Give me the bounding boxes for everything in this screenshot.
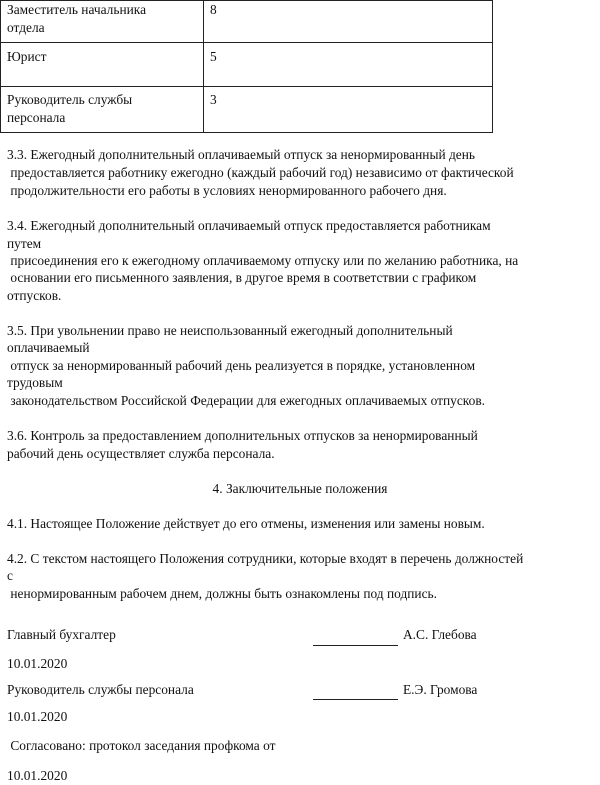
vacation-days: 8 bbox=[210, 2, 217, 17]
paragraph-3-3-line: продолжительности его работы в условиях ненормированного рабочего дня. bbox=[7, 183, 447, 198]
paragraph-4-1-line: 4.1. Настоящее Положение действует до его отмены, изменения или замены новым. bbox=[7, 516, 485, 531]
paragraph-3-5-line: оплачиваемый bbox=[7, 340, 90, 355]
positions-table bbox=[0, 0, 493, 133]
paragraph-3-3-line: 3.3. Ежегодный дополнительный оплачиваемый отпуск за ненормированный день bbox=[7, 147, 475, 162]
position-cell bbox=[1, 1, 204, 43]
days-cell bbox=[204, 43, 493, 87]
position-cell bbox=[1, 43, 204, 87]
days-cell bbox=[204, 1, 493, 43]
approval-date: 10.01.2020 bbox=[7, 768, 68, 783]
signature-line bbox=[313, 645, 398, 646]
paragraph-3-5-line: трудовым bbox=[7, 375, 63, 390]
signatory-role: Главный бухгалтер bbox=[7, 627, 116, 642]
paragraph-3-3-line: предоставляется работнику ежегодно (каждый рабочий год) независимо от фактической bbox=[7, 165, 514, 180]
paragraph-3-4-line: основании его письменного заявления, в другое время в соответствии с графиком bbox=[7, 270, 477, 285]
paragraph-3-5-line: законодательством Российской Федерации для ежегодных оплачиваемых отпусков. bbox=[7, 393, 485, 408]
paragraph-3-5-line: 3.5. При увольнении право не неиспользованный ежегодный дополнительный bbox=[7, 323, 453, 338]
signature-date: 10.01.2020 bbox=[7, 709, 68, 724]
paragraph-3-6-line: рабочий день осуществляет служба персонала. bbox=[7, 446, 275, 461]
paragraph-3-4-line: 3.4. Ежегодный дополнительный оплачиваемый отпуск предоставляется работникам bbox=[7, 218, 491, 233]
approval-text: Согласовано: протокол заседания профкома от bbox=[7, 738, 276, 753]
vacation-days: 3 bbox=[210, 92, 217, 107]
signatory-name: Е.Э. Громова bbox=[403, 682, 478, 697]
paragraph-4-2-line: ненормированным рабочем днем, должны быть ознакомлены под подпись. bbox=[7, 586, 437, 601]
signature-date: 10.01.2020 bbox=[7, 656, 68, 671]
signatory-role: Руководитель службы персонала bbox=[7, 682, 194, 697]
section-heading: 4. Заключительные положения bbox=[212, 481, 388, 496]
signatory-name: А.С. Глебова bbox=[403, 627, 477, 642]
table-row bbox=[1, 1, 493, 43]
vacation-days: 5 bbox=[210, 49, 217, 64]
days-cell bbox=[204, 87, 493, 133]
paragraph-3-5-line: отпуск за ненормированный рабочий день реализуется в порядке, установленном bbox=[7, 358, 476, 373]
paragraph-3-4-line: присоединения его к ежегодному оплачиваемому отпуску или по желанию работника, на bbox=[7, 253, 519, 268]
position-name: Руководитель службы персонала bbox=[7, 92, 133, 125]
table-row bbox=[1, 43, 493, 87]
position-name: Заместитель начальника отдела bbox=[7, 2, 147, 35]
paragraph-4-2-line: 4.2. С текстом настоящего Положения сотрудники, которые входят в перечень должностей bbox=[7, 551, 524, 566]
table-row bbox=[1, 87, 493, 133]
paragraph-4-2-line: с bbox=[7, 568, 13, 583]
paragraph-3-4-line: отпусков. bbox=[7, 288, 62, 303]
paragraph-3-6-line: 3.6. Контроль за предоставлением дополнительных отпусков за ненормированный bbox=[7, 428, 478, 443]
position-cell bbox=[1, 87, 204, 133]
signature-line bbox=[313, 699, 398, 700]
paragraph-3-4-line: путем bbox=[7, 236, 42, 251]
position-name: Юрист bbox=[7, 49, 47, 64]
